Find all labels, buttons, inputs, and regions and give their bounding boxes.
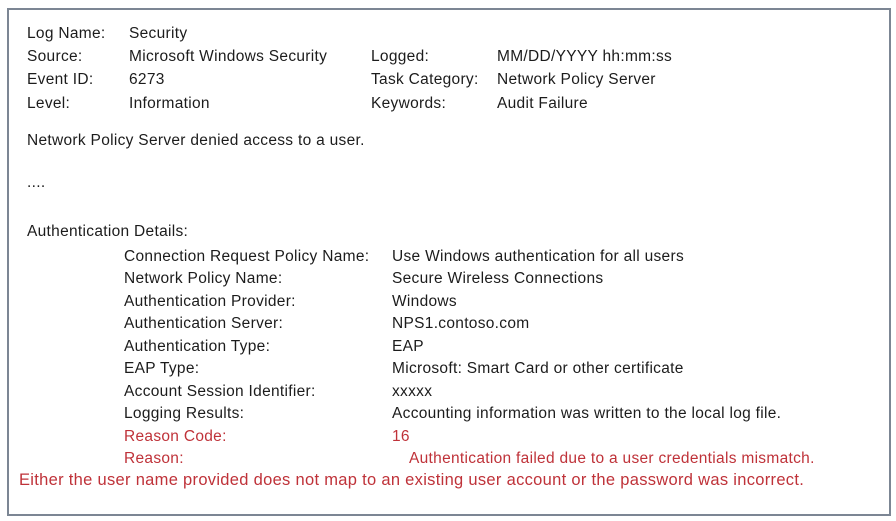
field-label: Level:	[27, 94, 71, 112]
detail-row	[124, 381, 879, 403]
detail-label: Reason Code:	[124, 427, 227, 445]
detail-value: Accounting information was written to the local log file.	[392, 405, 782, 423]
detail-row-reason	[124, 448, 879, 470]
detail-label: Account Session Identifier:	[124, 382, 316, 400]
ellipsis: ....	[27, 174, 46, 191]
detail-value: NPS1.contoso.com	[392, 315, 530, 333]
detail-label: Authentication Type:	[124, 337, 271, 355]
detail-row	[124, 403, 879, 425]
detail-row-reason-code	[124, 426, 879, 448]
field-label: Source:	[27, 48, 83, 66]
detail-value: Secure Wireless Connections	[392, 270, 604, 288]
field-value: MM/DD/YYYY hh:mm:ss	[497, 48, 673, 66]
detail-value: xxxxx	[392, 382, 433, 400]
reason-explanation-text: Either the user name provided does not map to an existing user account or the password was incorrect.	[19, 471, 805, 489]
detail-row	[124, 246, 879, 268]
event-header-row	[27, 68, 879, 91]
detail-label: Logging Results:	[124, 405, 245, 423]
field-label: Task Category:	[371, 71, 479, 89]
detail-label: Connection Request Policy Name:	[124, 248, 370, 265]
field-value: Security	[129, 25, 188, 42]
event-header-row	[27, 92, 879, 115]
event-header-row	[27, 22, 879, 45]
detail-label: EAP Type:	[124, 360, 200, 378]
field-value: Information	[129, 94, 210, 112]
field-value: Network Policy Server	[497, 71, 656, 89]
field-value: Audit Failure	[497, 94, 588, 112]
detail-value: Windows	[392, 292, 457, 310]
detail-label: Reason:	[124, 449, 184, 467]
detail-value: 16	[392, 427, 410, 445]
detail-row	[124, 336, 879, 358]
detail-value: Use Windows authentication for all users	[392, 248, 684, 265]
detail-row	[124, 313, 879, 335]
event-description: Network Policy Server denied access to a user.	[27, 132, 365, 149]
detail-value: EAP	[392, 337, 424, 355]
field-label: Logged:	[371, 48, 430, 66]
event-header	[27, 22, 879, 115]
detail-row	[124, 358, 879, 380]
event-header-row	[27, 45, 879, 68]
detail-label: Network Policy Name:	[124, 270, 283, 288]
field-value: 6273	[129, 71, 165, 89]
event-detail-panel	[7, 8, 891, 516]
authentication-details-table	[124, 246, 879, 470]
detail-label: Authentication Provider:	[124, 292, 296, 310]
detail-row	[124, 291, 879, 313]
detail-value: Microsoft: Smart Card or other certificate	[392, 360, 684, 378]
field-label: Keywords:	[371, 94, 447, 112]
detail-row	[124, 268, 879, 290]
authentication-details-heading: Authentication Details:	[27, 223, 189, 240]
detail-label: Authentication Server:	[124, 315, 284, 333]
detail-value: Authentication failed due to a user credentials mismatch.	[409, 449, 815, 467]
field-value: Microsoft Windows Security	[129, 48, 328, 66]
field-label: Event ID:	[27, 71, 94, 89]
field-label: Log Name:	[27, 25, 106, 42]
